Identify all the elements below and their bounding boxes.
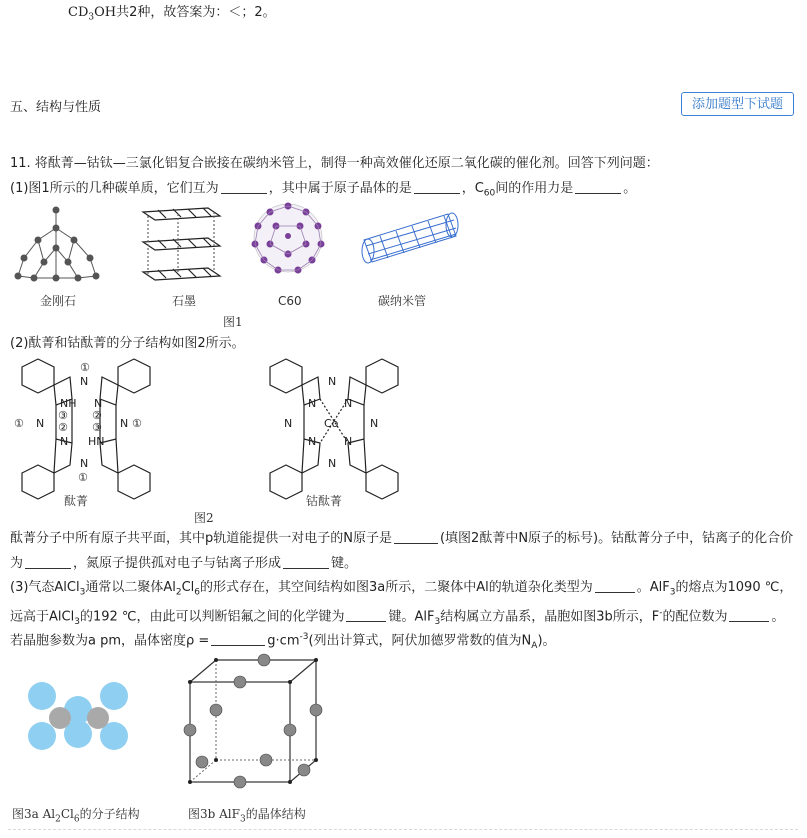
p3c-sup: -3 — [299, 632, 309, 642]
question-part2-line1 — [10, 530, 793, 548]
figure2-caption: 图2 — [194, 511, 214, 525]
blank-2[interactable] — [414, 181, 460, 194]
blank-9[interactable] — [729, 609, 769, 622]
p3b-text-f: 。 — [771, 609, 785, 625]
p3b-sub-c: 3 — [434, 616, 441, 627]
p2c-text-b: ，氮原子提供孤对电子与钴离子形成 — [73, 556, 282, 571]
mark-1-top: ① — [80, 361, 90, 374]
left-atom-n5: N — [60, 435, 69, 448]
question-part2-line2 — [10, 555, 357, 573]
figure1-carbon-allotropes — [8, 200, 478, 335]
question-part2: (2)酞菁和钴酞菁的分子结构如图2所示。 — [10, 336, 245, 351]
p3-text-b: 通常以二聚体Al — [85, 580, 176, 595]
formula-rest: OH — [94, 5, 117, 20]
label-diamond: 金刚石 — [40, 294, 77, 308]
mark-3-b: ③ — [92, 421, 102, 434]
right-atom-n7: N — [344, 435, 353, 448]
mark-2-a: ② — [92, 409, 102, 422]
mark-3-a: ③ — [58, 409, 68, 422]
p3-text-a: (3)气态AlCl — [10, 580, 80, 595]
cap3a-a: 图3a Al — [12, 807, 56, 821]
p1-sub: 60 — [483, 188, 496, 199]
p2b-text-b: (填图2酞菁中N原子的标号)。钴酞菁分子中，钴离子的化合价 — [439, 531, 794, 546]
p3-text-c: 的形式存在，其空间结构如图3a所示，二聚体中Al的轨道杂化类型为 — [200, 580, 593, 595]
cap3b-end: 的晶体结构 — [245, 807, 306, 821]
p1-text-e: 。 — [623, 181, 637, 196]
label-phthalocyanine: 酞菁 — [64, 494, 89, 508]
p3b-text-b: 的192 ℃，由此可以判断铝氟之间的化学键为 — [79, 609, 345, 625]
c60-structure — [252, 203, 325, 274]
right-atom-n2: N — [308, 397, 317, 410]
cap3a-sub2: 6 — [73, 814, 80, 825]
mark-2-b: ② — [58, 421, 68, 434]
left-atom-n6: N — [80, 457, 89, 470]
p3c-text-b: g·cm — [267, 633, 300, 649]
cap3b-sub: 3 — [239, 814, 246, 825]
blank-3[interactable] — [575, 181, 621, 194]
diamond-structure — [15, 207, 99, 281]
mark-1-right: ① — [132, 417, 142, 430]
top-answer-line — [68, 4, 276, 27]
cap3a-sub1: 2 — [55, 814, 61, 825]
p1-text-a: (1)图1所示的几种碳单质，它们互为 — [10, 181, 219, 196]
blank-7[interactable] — [595, 580, 635, 593]
section-title: 五、结构与性质 — [10, 100, 102, 115]
right-atom-n6: N — [308, 435, 317, 448]
formula-sub: 3 — [88, 12, 95, 23]
question-intro: 11. 将酞菁—钴钛—三氯化铝复合嵌接在碳纳米管上，制得一种高效催化还原二氧化碳的催化剂。回答下列问题： — [10, 156, 659, 171]
p3b-text-a: 远高于AlCl — [10, 609, 75, 625]
p3b-text-c: 键。AlF — [388, 609, 435, 625]
cap3a-end: 的分子结构 — [79, 807, 140, 821]
left-atom-n1: N — [80, 375, 89, 388]
p3-text-b-mid: Cl — [181, 580, 195, 595]
p1-text-b: ，其中属于原子晶体的是 — [268, 181, 412, 196]
p2c-text-c: 键。 — [331, 556, 358, 571]
cap3a-mid: Cl — [60, 807, 74, 821]
figure3b-caption — [188, 805, 306, 824]
graphite-structure — [143, 208, 220, 280]
bottom-divider — [8, 829, 798, 830]
p3b-text-e: 的配位数为 — [662, 609, 728, 625]
question-part3-line1 — [10, 579, 792, 602]
right-atom-n5: N — [370, 417, 379, 430]
p3-sub-d: 3 — [669, 587, 676, 598]
left-atom-n2: N — [94, 397, 103, 410]
label-cobalt-phthalocyanine: 钴酞菁 — [306, 494, 343, 508]
mark-1-bottom: ① — [78, 471, 88, 484]
p3b-text-d: 结构属立方晶系，晶胞如图3b所示，F — [440, 609, 660, 625]
p2b-text-a: 酞菁分子中所有原子共平面，其中p轨道能提供一对电子的N原子是 — [10, 531, 392, 546]
p3-sub-b2: 6 — [194, 587, 201, 598]
label-c60: C60 — [278, 294, 302, 308]
blank-1[interactable] — [221, 181, 267, 194]
left-atom-nh: NH — [60, 397, 77, 410]
p3-text-e: 的熔点为1090 ℃， — [675, 580, 793, 595]
right-atom-n1: N — [328, 375, 337, 388]
p3c-sub: A — [531, 640, 538, 651]
left-atom-hn: HN — [88, 435, 105, 448]
p3c-text-c: (列出计算式，阿伏加德罗常数的值为N — [308, 633, 532, 649]
figure3a-caption — [12, 805, 140, 824]
p3c-text-a: 若晶胞参数为a pm，晶体密度ρ = — [10, 633, 210, 649]
figure3a-al2cl6-molecule — [18, 672, 138, 762]
mark-1-left: ① — [14, 417, 24, 430]
left-atom-n3: N — [36, 417, 45, 430]
figure1-caption: 图1 — [223, 315, 243, 329]
blank-4[interactable] — [394, 531, 438, 544]
label-nanotube: 碳纳米管 — [378, 294, 427, 308]
p3-text-d: 。AlF — [636, 580, 670, 595]
right-atom-n8: N — [328, 457, 337, 470]
right-atom-co: Co — [324, 417, 339, 430]
formula: CD — [68, 5, 89, 20]
answer-text: 共2种，故答案为：＜；2。 — [116, 5, 276, 20]
add-to-question-type-button[interactable]: 添加题型下试题 — [681, 92, 794, 116]
blank-8[interactable] — [346, 609, 386, 622]
cap3b-a: 图3b AlF — [188, 807, 240, 821]
figure3b-alf3-unit-cell — [180, 650, 330, 790]
right-atom-n4: N — [284, 417, 293, 430]
p2c-text-a: 为 — [10, 556, 24, 571]
p3-sub-a: 3 — [79, 587, 86, 598]
label-graphite: 石墨 — [172, 294, 197, 308]
right-atom-n3: N — [344, 397, 353, 410]
nanotube-structure — [362, 213, 458, 263]
blank-6[interactable] — [283, 556, 329, 569]
p3b-sub-a: 3 — [74, 616, 80, 627]
question-part3-line2: 远高于AlCl$_3$的192 ℃，由此可以判断铝氟之间的化学键为 键。AlF$_3$结构属立方晶系，晶胞如图3b所示，F-的配位数为 。 — [10, 608, 785, 627]
p3c-text-d: )。 — [537, 633, 556, 649]
blank-5[interactable] — [25, 556, 71, 569]
p3-sub-b1: 2 — [175, 587, 182, 598]
p1-text-c: ，C — [461, 181, 484, 196]
figure2-phthalocyanine — [8, 355, 428, 527]
p1-text-d: 间的作用力是 — [495, 181, 574, 196]
blank-10[interactable] — [211, 633, 265, 646]
left-atom-n4: N — [120, 417, 129, 430]
